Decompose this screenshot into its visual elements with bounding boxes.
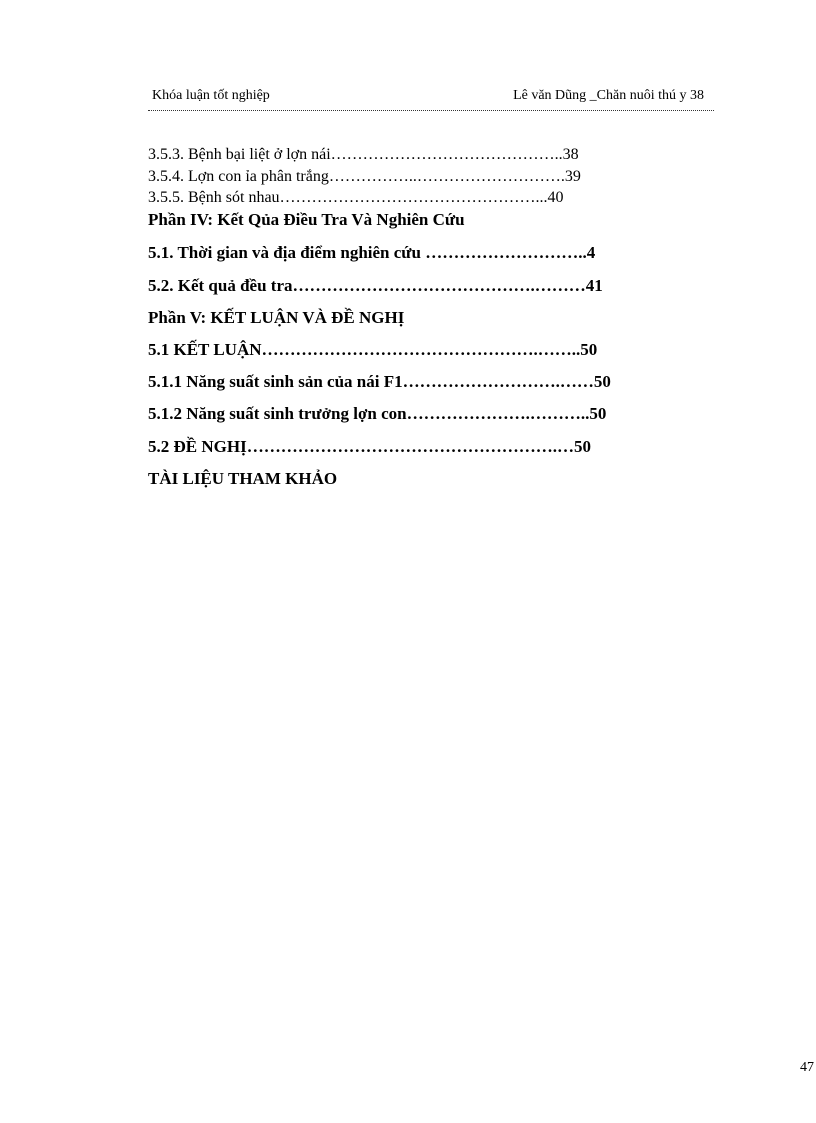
header-author: Lê văn Dũng _Chăn nuôi thú y 38 (513, 88, 704, 103)
toc-item-3-5-5: 3.5.5. Bệnh sót nhau…………………………………………...40 (148, 189, 564, 206)
page-header (148, 86, 714, 111)
header-thesis-title: Khóa luận tốt nghiệp (152, 88, 270, 103)
toc-item-3-5-4: 3.5.4. Lợn con ỉa phân trắng……………..……………………….39 (148, 168, 581, 185)
toc-item-references: TÀI LIỆU THAM KHẢO (148, 469, 338, 488)
toc-item-5-1-2: 5.1.2 Năng suất sinh trưởng lợn con………………….………..50 (148, 404, 607, 423)
toc-section-part-5: Phần V: KẾT LUẬN VÀ ĐỀ NGHỊ (148, 308, 405, 327)
toc-item-5-2-recommendation: 5.2 ĐỀ NGHỊ……………………………………………….…50 (148, 437, 591, 456)
toc-item-5-1: 5.1. Thời gian và địa điểm nghiên cứu ………………………..4 (148, 243, 596, 262)
toc-section-part-4: Phần IV: Kết Qủa Điều Tra Và Nghiên Cứu (148, 210, 465, 229)
toc-item-3-5-3: 3.5.3. Bệnh bại liệt ở lợn nái……………………………………..38 (148, 146, 579, 163)
page-number: 47 (800, 1060, 814, 1075)
toc-item-5-1-1: 5.1.1 Năng suất sinh sản của nái F1……………………….……50 (148, 372, 611, 391)
toc-item-5-2: 5.2. Kết quả đều tra…………………………………….………41 (148, 276, 603, 295)
toc-item-5-1-conclusion: 5.1 KẾT LUẬN………………………………………….……..50 (148, 340, 598, 359)
